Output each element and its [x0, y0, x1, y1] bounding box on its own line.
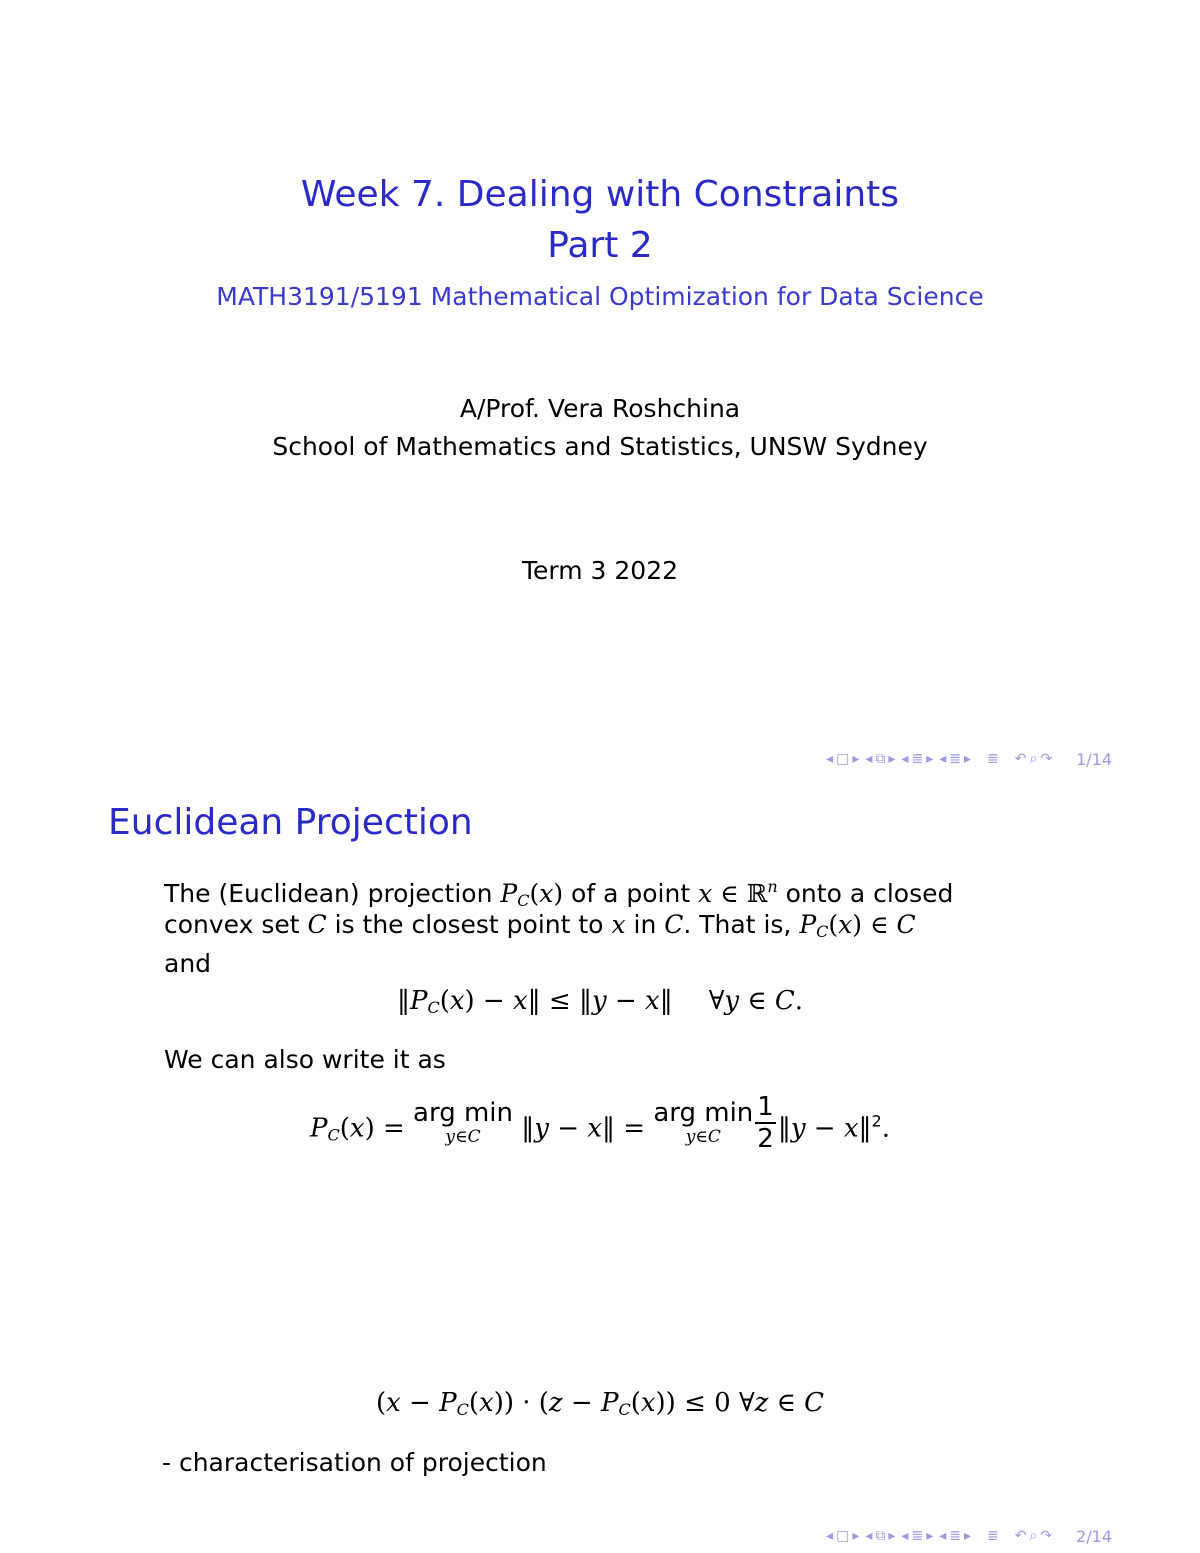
definition-line1: The (Euclidean) projection $P_C(x)$ of a point x ∈ ℝ$^n$ onto a closed	[164, 877, 954, 910]
nav-subsection-icon[interactable]: ⧉	[875, 751, 886, 767]
nav-appendix-icon[interactable]: ≣	[987, 1528, 999, 1544]
projection-characterisation-inequality: $(x - P_C(x)) \cdot (z - P_C(x)) \le 0$ ∀z ∈ C	[375, 1388, 825, 1419]
nav-subsection-right-icon[interactable]: ▸	[888, 1528, 896, 1544]
nav-frame-icon[interactable]: □	[836, 751, 850, 767]
nav-slide-left-icon[interactable]: ◂	[939, 1528, 947, 1544]
nav-frame-left-icon[interactable]: ◂	[826, 751, 834, 767]
nav-frame-left-icon[interactable]: ◂	[826, 1528, 834, 1544]
nav-section-left-icon[interactable]: ◂	[901, 751, 909, 767]
nav-search-icon[interactable]: ⌕	[1029, 1528, 1038, 1544]
nav-section-right-icon[interactable]: ▸	[926, 751, 934, 767]
nav-subsection-left-icon[interactable]: ◂	[865, 1528, 873, 1544]
page-number: 1/14	[1076, 749, 1112, 769]
nav-search-icon[interactable]: ⌕	[1029, 751, 1038, 767]
nav-section-icon[interactable]: ≣	[911, 1528, 924, 1544]
nav-forward-icon[interactable]: ↷	[1040, 1528, 1053, 1544]
nav-back-icon[interactable]: ↶	[1014, 751, 1027, 767]
nav-subsection-left-icon[interactable]: ◂	[865, 751, 873, 767]
nav-forward-icon[interactable]: ↷	[1040, 751, 1053, 767]
author-institution: School of Mathematics and Statistics, UNSW Sydney	[272, 432, 928, 461]
beamer-navigation-bar	[826, 1523, 1112, 1549]
nav-section-icon[interactable]: ≣	[911, 751, 924, 767]
frame-title: Euclidean Projection	[108, 802, 473, 843]
nav-section-right-icon[interactable]: ▸	[926, 1528, 934, 1544]
nav-appendix-icon[interactable]: ≣	[987, 751, 999, 767]
nav-frame-icon[interactable]: □	[836, 1528, 850, 1544]
presentation-date: Term 3 2022	[521, 556, 679, 585]
author-name: A/Prof. Vera Roshchina	[459, 394, 741, 423]
course-subtitle: MATH3191/5191 Mathematical Optimization for Data Science	[216, 282, 984, 311]
characterisation-remark: - characterisation of projection	[162, 1448, 547, 1477]
definition-line2: convex set C is the closest point to x in C. That is, $P_C(x)$ ∈ C	[164, 910, 916, 941]
content-slide	[0, 776, 1200, 1553]
definition-line3: and	[164, 949, 212, 978]
nav-slide-left-icon[interactable]: ◂	[939, 751, 947, 767]
rewrite-sentence: We can also write it as	[164, 1045, 446, 1074]
nav-section-left-icon[interactable]: ◂	[901, 1528, 909, 1544]
nav-slide-right-icon[interactable]: ▸	[963, 1528, 972, 1544]
beamer-navigation-bar	[826, 746, 1112, 772]
nav-slide-icon[interactable]: ≣	[949, 751, 961, 767]
nav-frame-right-icon[interactable]: ▸	[852, 751, 860, 767]
title-slide	[0, 0, 1200, 776]
nav-slide-icon[interactable]: ≣	[949, 1528, 961, 1544]
presentation-title-line2: Part 2	[547, 225, 653, 266]
presentation-title-line1: Week 7. Dealing with Constraints	[300, 174, 900, 215]
nav-slide-right-icon[interactable]: ▸	[963, 751, 972, 767]
page-number: 2/14	[1076, 1526, 1112, 1546]
nav-back-icon[interactable]: ↶	[1014, 1528, 1027, 1544]
argmin-equation: $P_C(x)$ = arg min y∈C ‖y − x‖ = arg min y∈C $\frac{1}{2}$ ‖y − x‖$^2$.	[310, 1092, 890, 1154]
projection-inequality: $‖P_C(x)$ − x‖ ≤ ‖y − x‖ ∀y ∈ C.	[396, 986, 804, 1017]
nav-subsection-right-icon[interactable]: ▸	[888, 751, 896, 767]
nav-subsection-icon[interactable]: ⧉	[875, 1528, 886, 1544]
nav-frame-right-icon[interactable]: ▸	[852, 1528, 860, 1544]
